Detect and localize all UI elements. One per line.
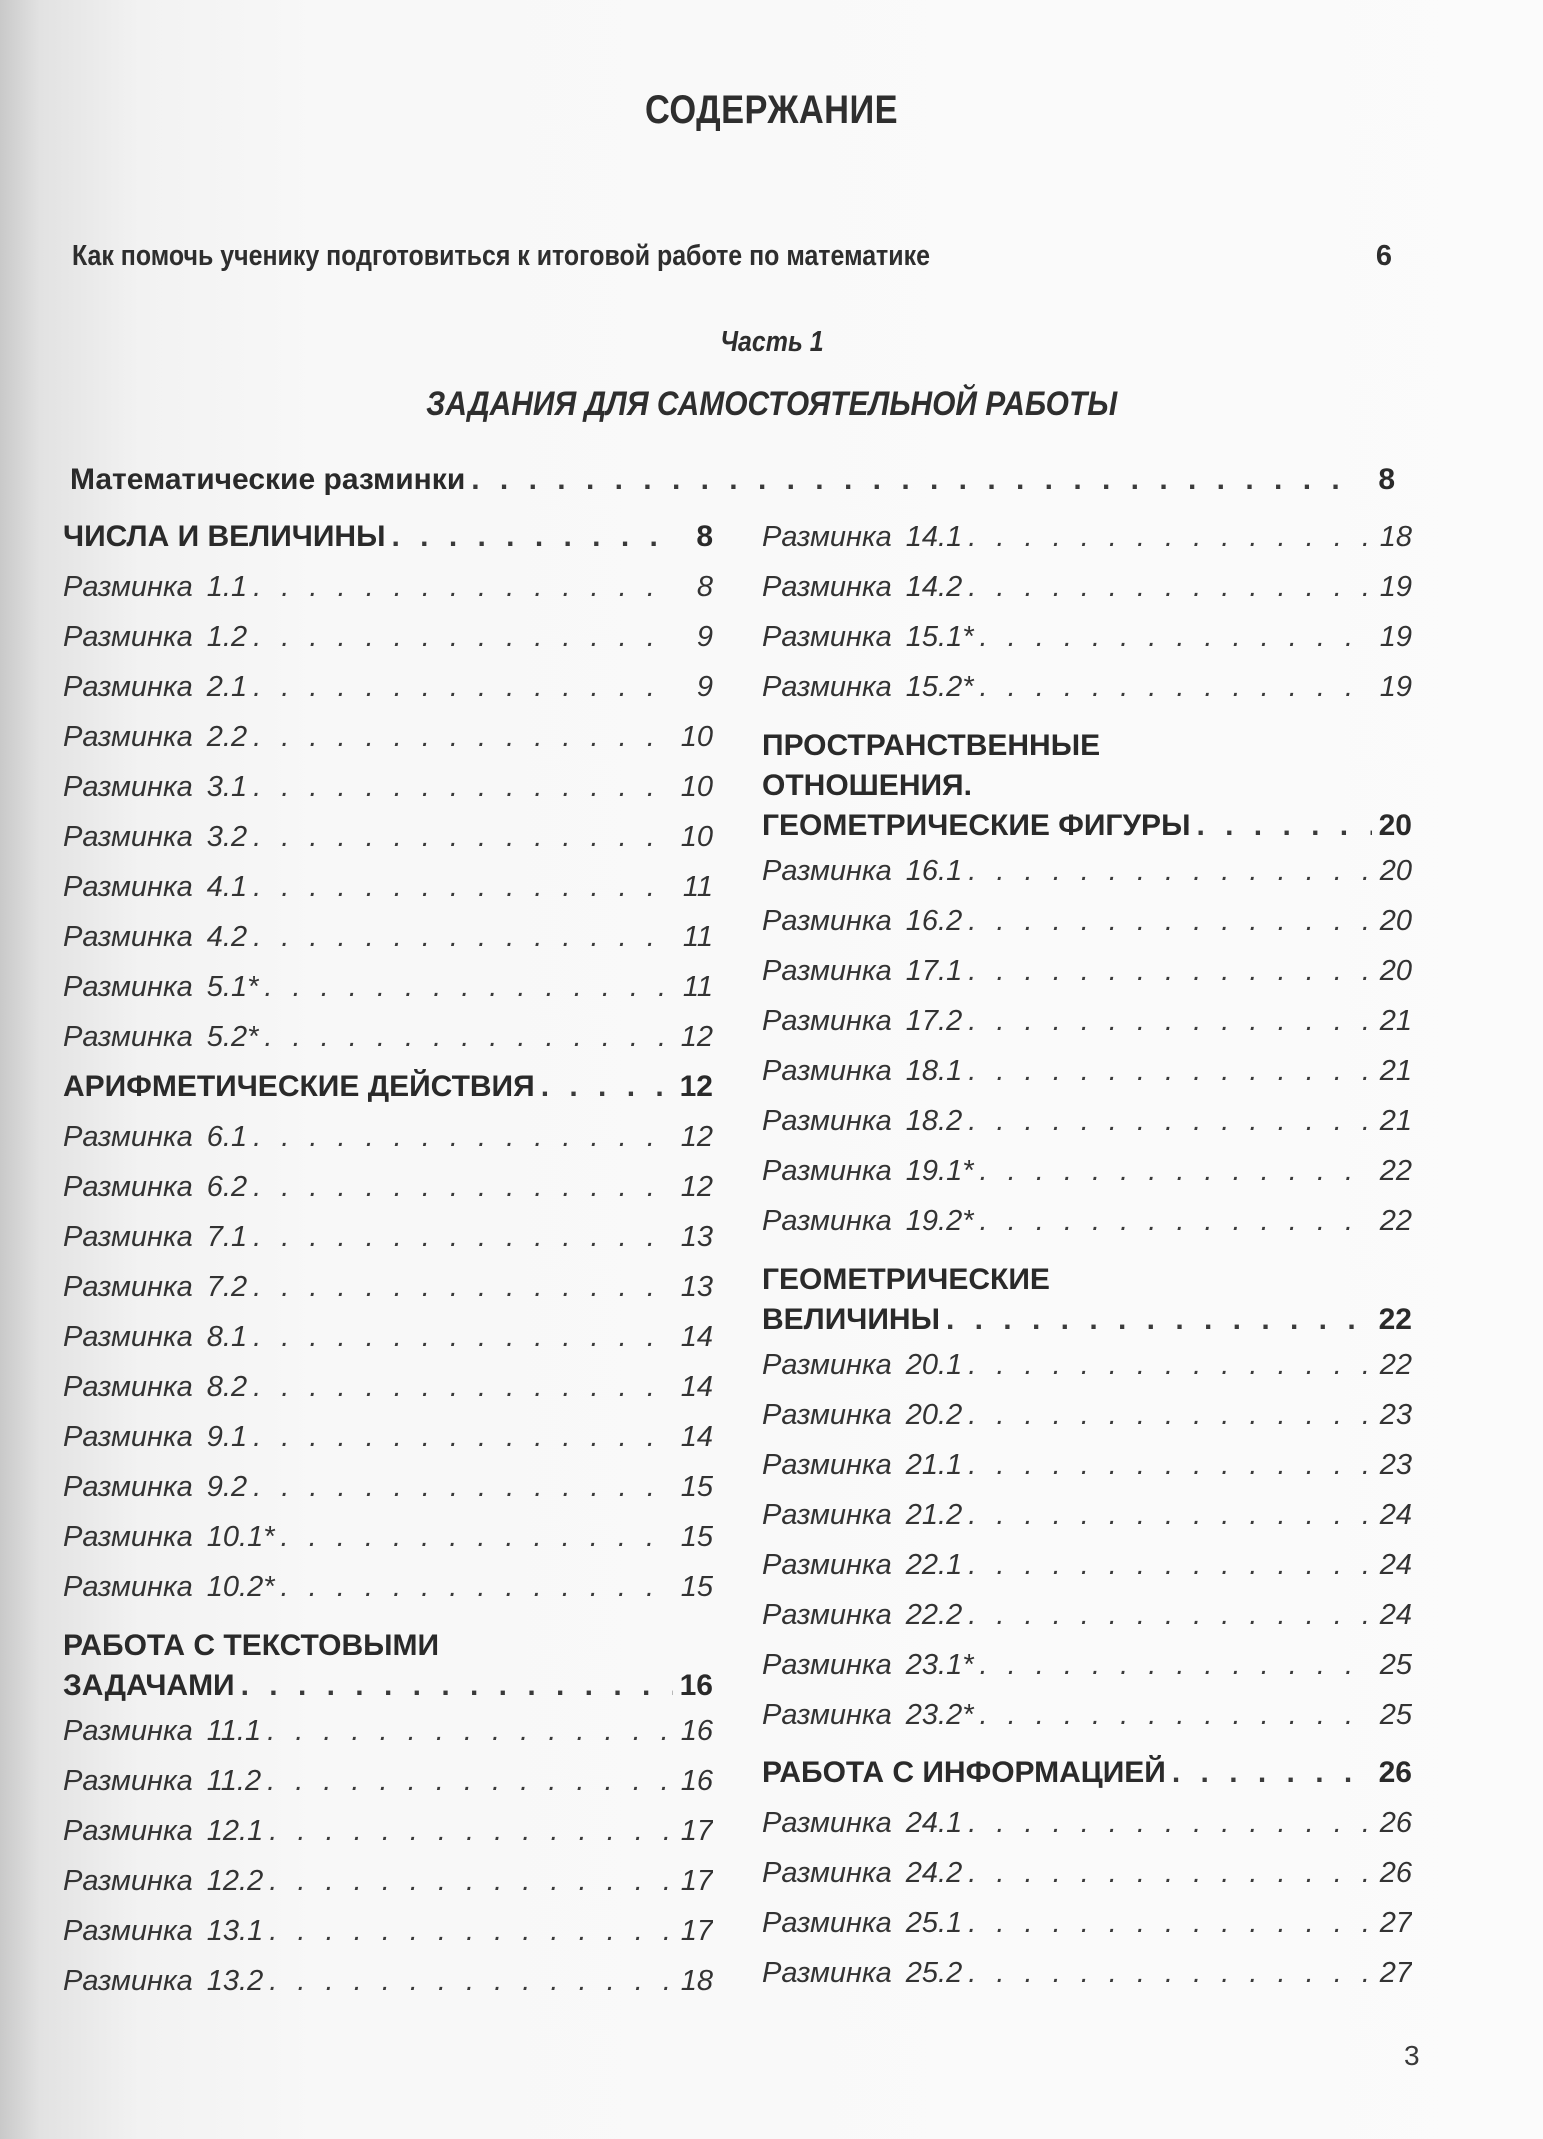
- leader-dots: [253, 1462, 673, 1512]
- toc-entry-label: Разминка 9.2: [63, 1471, 248, 1503]
- leader-dots: [980, 612, 1372, 662]
- toc-entry-page: 10: [680, 721, 713, 753]
- leader-dots: [253, 1262, 673, 1312]
- leader-dots: [980, 662, 1372, 712]
- toc-entry-warmup[interactable]: [762, 1690, 1412, 1740]
- page-number: 3: [1404, 2040, 1420, 2071]
- warmup-number: 13.2: [206, 1965, 264, 1997]
- toc-entry-page: 9: [696, 671, 713, 703]
- warmup-number: 18.1: [905, 1055, 963, 1087]
- toc-entry-warmup[interactable]: [762, 1196, 1412, 1246]
- section-geometric-quantities[interactable]: [762, 1254, 1412, 1340]
- leader-dots: [968, 562, 1372, 612]
- warmup-number: 14.2: [905, 571, 963, 603]
- toc-entry-page: 19: [1379, 671, 1412, 703]
- section-page: 20: [1378, 809, 1412, 842]
- warmup-number: 1.1: [206, 571, 248, 603]
- toc-entry-warmup[interactable]: [63, 1956, 713, 2006]
- toc-entry-warmup[interactable]: [63, 1012, 713, 1062]
- toc-entry-warmup[interactable]: [762, 562, 1412, 612]
- toc-entry-page: 17: [680, 1815, 713, 1847]
- toc-entry-page: 25: [1379, 1699, 1412, 1731]
- toc-entry-warmup[interactable]: [63, 1362, 713, 1412]
- toc-entry-label: Разминка 20.2: [762, 1399, 963, 1431]
- section-numbers-and-quantities[interactable]: [63, 512, 713, 562]
- leader-dots: [980, 1146, 1372, 1196]
- toc-entry-warmup[interactable]: [762, 1798, 1412, 1848]
- toc-entry-page: 11: [682, 921, 713, 953]
- toc-entry-warmup[interactable]: [762, 1096, 1412, 1146]
- leader-dots: [267, 1756, 673, 1806]
- toc-entry-label: Разминка 10.2*: [63, 1571, 275, 1603]
- warmup-number: 11.2: [206, 1765, 262, 1797]
- toc-entry-label: Разминка 15.1*: [762, 621, 974, 653]
- leader-dots: [1196, 806, 1372, 846]
- warmup-number: 22.1: [905, 1549, 963, 1581]
- toc-entry-page: 12: [680, 1171, 713, 1203]
- toc-entry-page: 20: [1379, 955, 1412, 987]
- toc-entry-label: Разминка 21.2: [762, 1499, 963, 1531]
- warmup-number: 24.2: [905, 1857, 963, 1889]
- leader-dots: [968, 996, 1372, 1046]
- toc-entry-page: 15: [680, 1471, 713, 1503]
- toc-entry-warmup[interactable]: [63, 1462, 713, 1512]
- leader-dots: [968, 1948, 1372, 1998]
- toc-entry-label: Разминка 11.2: [63, 1765, 262, 1797]
- toc-entry-warmup[interactable]: [63, 1906, 713, 1956]
- toc-entry-label: Разминка 12.2: [63, 1865, 264, 1897]
- leader-dots: [267, 1706, 673, 1756]
- toc-entry-page: 19: [1379, 571, 1412, 603]
- toc-entry-warmup[interactable]: [762, 1490, 1412, 1540]
- section-label-line: ПРОСТРАНСТВЕННЫЕ: [762, 729, 1101, 762]
- toc-entry-page: 14: [680, 1421, 713, 1453]
- toc-entry-label: Разминка 7.2: [63, 1271, 248, 1303]
- warmup-number: 20.1: [905, 1349, 963, 1381]
- toc-entry-warmup[interactable]: [762, 896, 1412, 946]
- toc-entry-page: 18: [680, 1965, 713, 1997]
- toc-entry-warmup[interactable]: [762, 1948, 1412, 1998]
- warmup-number: 1.2: [206, 621, 248, 653]
- toc-entry-label: Разминка 19.2*: [762, 1205, 974, 1237]
- toc-entry-page: 22: [1379, 1349, 1412, 1381]
- toc-entry-label: Разминка 4.2: [63, 921, 248, 953]
- toc-entry-warmup[interactable]: [762, 996, 1412, 1046]
- toc-entry-page: 18: [1379, 521, 1412, 553]
- toc-entry-warmup[interactable]: [762, 1046, 1412, 1096]
- toc-entry-page: 10: [680, 821, 713, 853]
- toc-entry-page: 27: [1379, 1907, 1412, 1939]
- toc-column-left: [63, 512, 713, 2006]
- warmup-number: 21.2: [905, 1499, 963, 1531]
- toc-entry-page: 23: [1379, 1399, 1412, 1431]
- toc-entry-label: Разминка 23.2*: [762, 1699, 974, 1731]
- toc-entry-label: Разминка 14.1: [762, 521, 963, 553]
- warmup-number: 2.2: [206, 721, 248, 753]
- toc-entry-label: Разминка 4.1: [63, 871, 248, 903]
- leader-dots: [253, 762, 673, 812]
- toc-entry-page: 12: [680, 1121, 713, 1153]
- page-title: СОДЕРЖАНИЕ: [644, 88, 898, 132]
- leader-dots: [968, 1848, 1372, 1898]
- toc-entry-label: Разминка 13.1: [63, 1915, 264, 1947]
- warmup-number: 23.2*: [905, 1699, 974, 1731]
- toc-entry-page: 20: [1379, 855, 1412, 887]
- toc-entry-warmup[interactable]: [63, 1212, 713, 1262]
- toc-entry-warmup[interactable]: [63, 1412, 713, 1462]
- leader-dots: [968, 1590, 1372, 1640]
- section-spatial-relations-geometric-figures[interactable]: [762, 720, 1412, 846]
- toc-entry-page: 12: [680, 1021, 713, 1053]
- part-subtitle: ЗАДАНИЯ ДЛЯ САМОСТОЯТЕЛЬНОЙ РАБОТЫ: [425, 385, 1118, 423]
- toc-entry-page: 9: [696, 621, 713, 653]
- toc-entry-page: 21: [1379, 1055, 1412, 1087]
- toc-entry-label: Разминка 17.1: [762, 955, 963, 987]
- section-page: 8: [696, 520, 713, 553]
- toc-entry-label: Разминка 11.1: [63, 1715, 262, 1747]
- warmup-number: 14.1: [905, 521, 963, 553]
- leader-dots: [980, 1690, 1372, 1740]
- toc-entry-page: 22: [1379, 1155, 1412, 1187]
- toc-entry-page: 17: [680, 1915, 713, 1947]
- toc-entry-label: Разминка 7.1: [63, 1221, 248, 1253]
- warmup-number: 12.1: [206, 1815, 264, 1847]
- toc-entry-page: 27: [1379, 1957, 1412, 1989]
- toc-entry-page: 11: [682, 971, 713, 1003]
- toc-entry-warmup[interactable]: [762, 512, 1412, 562]
- leader-dots: [253, 1412, 673, 1462]
- warmup-number: 10.1*: [206, 1521, 275, 1553]
- toc-entry-warmup[interactable]: [762, 946, 1412, 996]
- toc-entry-label: Разминка 24.1: [762, 1807, 963, 1839]
- toc-entry-page: 6: [1375, 240, 1392, 272]
- toc-entry-warmup[interactable]: [63, 562, 713, 612]
- section-label-line: ЗАДАЧАМИ: [63, 1669, 235, 1702]
- warmup-number: 8.1: [206, 1321, 248, 1353]
- warmup-number: 23.1*: [905, 1649, 974, 1681]
- warmup-number: 16.1: [905, 855, 963, 887]
- leader-dots: [946, 1300, 1372, 1340]
- toc-entry-warmup[interactable]: [63, 1512, 713, 1562]
- toc-entry-label: Разминка 22.1: [762, 1549, 963, 1581]
- toc-entry-page: 25: [1379, 1649, 1412, 1681]
- toc-entry-page: 24: [1379, 1599, 1412, 1631]
- leader-dots: [968, 512, 1372, 562]
- warmup-number: 17.1: [905, 955, 963, 987]
- warmup-number: 18.2: [905, 1105, 963, 1137]
- toc-entry-page: 26: [1379, 1857, 1412, 1889]
- warmup-number: 5.2*: [206, 1021, 259, 1053]
- toc-entry-label: Разминка 2.2: [63, 721, 248, 753]
- warmup-number: 4.2: [206, 921, 248, 953]
- leader-dots: [269, 1906, 673, 1956]
- toc-entry-warmup[interactable]: [762, 1898, 1412, 1948]
- warmup-number: 9.2: [206, 1471, 248, 1503]
- toc-entry-page: 22: [1379, 1205, 1412, 1237]
- leader-dots: [253, 912, 673, 962]
- warmup-number: 19.1*: [905, 1155, 974, 1187]
- toc-entry-warmup[interactable]: [762, 1848, 1412, 1898]
- toc-entry-page: 13: [680, 1271, 713, 1303]
- warmup-number: 25.1: [905, 1907, 963, 1939]
- leader-dots: [968, 1490, 1372, 1540]
- toc-entry-page: 16: [680, 1765, 713, 1797]
- warmup-number: 5.1*: [206, 971, 259, 1003]
- leader-dots: [253, 862, 673, 912]
- toc-entry-label: Разминка 13.2: [63, 1965, 264, 1997]
- leader-dots: [968, 896, 1372, 946]
- toc-entry-label: Разминка 14.2: [762, 571, 963, 603]
- leader-dots: [968, 1540, 1372, 1590]
- leader-dots: [968, 1046, 1372, 1096]
- warmup-number: 9.1: [206, 1421, 248, 1453]
- toc-entry-label: Разминка 1.1: [63, 571, 248, 603]
- toc-entry-label: Разминка 5.1*: [63, 971, 259, 1003]
- leader-dots: [269, 1856, 673, 1906]
- warmup-number: 8.2: [206, 1371, 248, 1403]
- toc-entry-page: 21: [1379, 1005, 1412, 1037]
- toc-entry-label: Разминка 21.1: [762, 1449, 963, 1481]
- toc-entry-label: Разминка 23.1*: [762, 1649, 974, 1681]
- leader-dots: [253, 562, 673, 612]
- toc-entry-warmup[interactable]: [762, 1640, 1412, 1690]
- toc-entry-label: Разминка 5.2*: [63, 1021, 259, 1053]
- toc-entry-warmup[interactable]: [63, 1856, 713, 1906]
- warmup-number: 13.1: [206, 1915, 264, 1947]
- leader-dots: [253, 662, 673, 712]
- leader-dots: [253, 1212, 673, 1262]
- toc-entry-page: 13: [680, 1221, 713, 1253]
- toc-entry-warmup[interactable]: [63, 712, 713, 762]
- warmup-number: 25.2: [905, 1957, 963, 1989]
- toc-entry-warmup[interactable]: [762, 846, 1412, 896]
- toc-entry-warmup[interactable]: [762, 1340, 1412, 1390]
- toc-entry-page: 21: [1379, 1105, 1412, 1137]
- toc-entry-warmup[interactable]: [63, 812, 713, 862]
- toc-entry-page: 10: [680, 771, 713, 803]
- leader-dots: [968, 1798, 1372, 1848]
- toc-entry-warmup[interactable]: [762, 1590, 1412, 1640]
- toc-entry-warmup[interactable]: [762, 1440, 1412, 1490]
- leader-dots: [391, 512, 673, 562]
- warmup-number: 20.2: [905, 1399, 963, 1431]
- toc-entry-page: 8: [696, 571, 713, 603]
- toc-entry-page: 14: [680, 1321, 713, 1353]
- leader-dots: [253, 1112, 673, 1162]
- section-label-line: ГЕОМЕТРИЧЕСКИЕ ФИГУРЫ: [762, 809, 1191, 842]
- leader-dots: [253, 712, 673, 762]
- toc-entry-page: 17: [680, 1865, 713, 1897]
- warmup-number: 16.2: [905, 905, 963, 937]
- toc-entry-warmup[interactable]: [63, 1562, 713, 1612]
- toc-entry-label: Разминка 19.1*: [762, 1155, 974, 1187]
- warmup-number: 15.1*: [905, 621, 974, 653]
- toc-entry-label: Разминка 8.1: [63, 1321, 248, 1353]
- toc-entry-label: Как помочь ученику подготовиться к итоговой работе по математике: [72, 240, 930, 272]
- toc-entry-warmup[interactable]: [63, 912, 713, 962]
- leader-dots: [281, 1512, 673, 1562]
- toc-entry-label: Разминка 6.1: [63, 1121, 248, 1153]
- toc-entry-page: 11: [682, 871, 713, 903]
- toc-entry-page: 15: [680, 1571, 713, 1603]
- warmup-number: 3.1: [206, 771, 248, 803]
- toc-entry-warmup[interactable]: [63, 1756, 713, 1806]
- toc-entry-warmup[interactable]: [63, 1706, 713, 1756]
- toc-entry-page: 15: [680, 1521, 713, 1553]
- section-label-line: ГЕОМЕТРИЧЕСКИЕ: [762, 1263, 1050, 1296]
- toc-entry-label: Разминка 9.1: [63, 1421, 248, 1453]
- toc-entry-warmup[interactable]: [63, 962, 713, 1012]
- leader-dots: [968, 846, 1372, 896]
- toc-entry-warmup[interactable]: [762, 1146, 1412, 1196]
- leader-dots: [264, 1012, 673, 1062]
- leader-dots: [541, 1062, 673, 1112]
- warmup-number: 22.2: [905, 1599, 963, 1631]
- toc-entry-warmup[interactable]: [63, 612, 713, 662]
- toc-entry-page: 20: [1379, 905, 1412, 937]
- warmup-number: 24.1: [905, 1807, 963, 1839]
- leader-dots: [281, 1562, 673, 1612]
- warmup-number: 7.2: [206, 1271, 248, 1303]
- toc-entry-label: Разминка 16.1: [762, 855, 963, 887]
- toc-entry-label: Разминка 18.1: [762, 1055, 963, 1087]
- toc-entry-page: 19: [1379, 621, 1412, 653]
- toc-entry-label: Разминка 22.2: [762, 1599, 963, 1631]
- section-page: 26: [1378, 1756, 1412, 1789]
- toc-entry-warmup[interactable]: [63, 1262, 713, 1312]
- section-label-line: РАБОТА С ТЕКСТОВЫМИ: [63, 1629, 440, 1662]
- toc-entry-warmup[interactable]: [63, 1806, 713, 1856]
- toc-entry-label: Разминка 10.1*: [63, 1521, 275, 1553]
- leader-dots: [980, 1640, 1372, 1690]
- toc-entry-warmup[interactable]: [63, 762, 713, 812]
- warmup-number: 7.1: [206, 1221, 248, 1253]
- warmup-number: 6.2: [206, 1171, 248, 1203]
- toc-entry-label: Разминка 16.2: [762, 905, 963, 937]
- warmup-number: 11.1: [206, 1715, 262, 1747]
- toc-entry-label: Разминка 12.1: [63, 1815, 264, 1847]
- leader-dots: [269, 1956, 673, 2006]
- toc-entry-warmup[interactable]: [63, 662, 713, 712]
- section-word-problems[interactable]: [63, 1620, 713, 1706]
- warmup-number: 12.2: [206, 1865, 264, 1897]
- toc-entry-label: Разминка 18.2: [762, 1105, 963, 1137]
- section-arithmetic-operations[interactable]: [63, 1062, 713, 1112]
- section-label: ЧИСЛА И ВЕЛИЧИНЫ: [63, 520, 386, 553]
- warmup-number: 21.1: [905, 1449, 963, 1481]
- leader-dots: [253, 1312, 673, 1362]
- toc-entry-warmup[interactable]: [762, 1390, 1412, 1440]
- warmup-number: 3.2: [206, 821, 248, 853]
- toc-entry-page: 24: [1379, 1549, 1412, 1581]
- toc-entry-label: Разминка 17.2: [762, 1005, 963, 1037]
- warmup-number: 6.1: [206, 1121, 248, 1153]
- toc-entry-label: Разминка 25.2: [762, 1957, 963, 1989]
- toc-entry-label: Разминка 3.2: [63, 821, 248, 853]
- leader-dots: [253, 1162, 673, 1212]
- toc-entry-label: Разминка 20.1: [762, 1349, 963, 1381]
- leader-dots: [253, 612, 673, 662]
- leader-dots: [968, 1898, 1372, 1948]
- toc-entry-label: Разминка 6.2: [63, 1171, 248, 1203]
- section-label-line: ОТНОШЕНИЯ.: [762, 769, 972, 802]
- warmup-number: 2.1: [206, 671, 248, 703]
- toc-entry-page: 24: [1379, 1499, 1412, 1531]
- leader-dots: [968, 1096, 1372, 1146]
- leader-dots: [968, 1440, 1372, 1490]
- leader-dots: [968, 1390, 1372, 1440]
- toc-entry-warmup[interactable]: [63, 862, 713, 912]
- warmup-number: 4.1: [206, 871, 248, 903]
- toc-entry-label: Разминка 3.1: [63, 771, 248, 803]
- leader-dots: [980, 1196, 1372, 1246]
- toc-entry-warmup[interactable]: [63, 1112, 713, 1162]
- section-page: 16: [679, 1669, 713, 1702]
- leader-dots: [264, 962, 673, 1012]
- section-page: 12: [679, 1070, 713, 1103]
- toc-entry-page: 16: [680, 1715, 713, 1747]
- toc-entry-page: 14: [680, 1371, 713, 1403]
- warmup-number: 15.2*: [905, 671, 974, 703]
- leader-dots: [471, 455, 1355, 505]
- section-label: РАБОТА С ИНФОРМАЦИЕЙ: [762, 1756, 1166, 1789]
- warmup-number: 10.2*: [206, 1571, 275, 1603]
- toc-entry-label: Разминка 2.1: [63, 671, 248, 703]
- toc-entry-label: Математические разминки: [70, 463, 466, 496]
- section-label: АРИФМЕТИЧЕСКИЕ ДЕЙСТВИЯ: [63, 1070, 535, 1103]
- toc-entry-warmup[interactable]: [63, 1312, 713, 1362]
- toc-entry-page: 26: [1379, 1807, 1412, 1839]
- leader-dots: [253, 1362, 673, 1412]
- leader-dots: [241, 1666, 673, 1706]
- leader-dots: [253, 812, 673, 862]
- section-working-with-information[interactable]: [762, 1748, 1412, 1798]
- warmup-number: 19.2*: [905, 1205, 974, 1237]
- toc-entry-label: Разминка 24.2: [762, 1857, 963, 1889]
- toc-entry-math-warmups[interactable]: [70, 455, 1395, 505]
- leader-dots: [968, 1340, 1372, 1390]
- warmup-number: 17.2: [905, 1005, 963, 1037]
- toc-entry-label: Разминка 15.2*: [762, 671, 974, 703]
- leader-dots: [269, 1806, 673, 1856]
- toc-entry-label: Разминка 25.1: [762, 1907, 963, 1939]
- toc-entry-warmup[interactable]: [762, 612, 1412, 662]
- toc-entry-label: Разминка 8.2: [63, 1371, 248, 1403]
- section-label-line: ВЕЛИЧИНЫ: [762, 1303, 940, 1336]
- toc-entry-page: 23: [1379, 1449, 1412, 1481]
- toc-entry-warmup[interactable]: [762, 662, 1412, 712]
- section-page: 22: [1378, 1303, 1412, 1336]
- toc-entry-warmup[interactable]: [762, 1540, 1412, 1590]
- toc-column-right: [762, 512, 1412, 1998]
- part-heading: Часть 1: [719, 326, 824, 358]
- toc-entry-intro[interactable]: [72, 240, 1392, 273]
- toc-entry-warmup[interactable]: [63, 1162, 713, 1212]
- leader-dots: [968, 946, 1372, 996]
- toc-entry-label: Разминка 1.2: [63, 621, 248, 653]
- leader-dots: [1172, 1748, 1372, 1798]
- toc-entry-page: 8: [1378, 463, 1395, 496]
